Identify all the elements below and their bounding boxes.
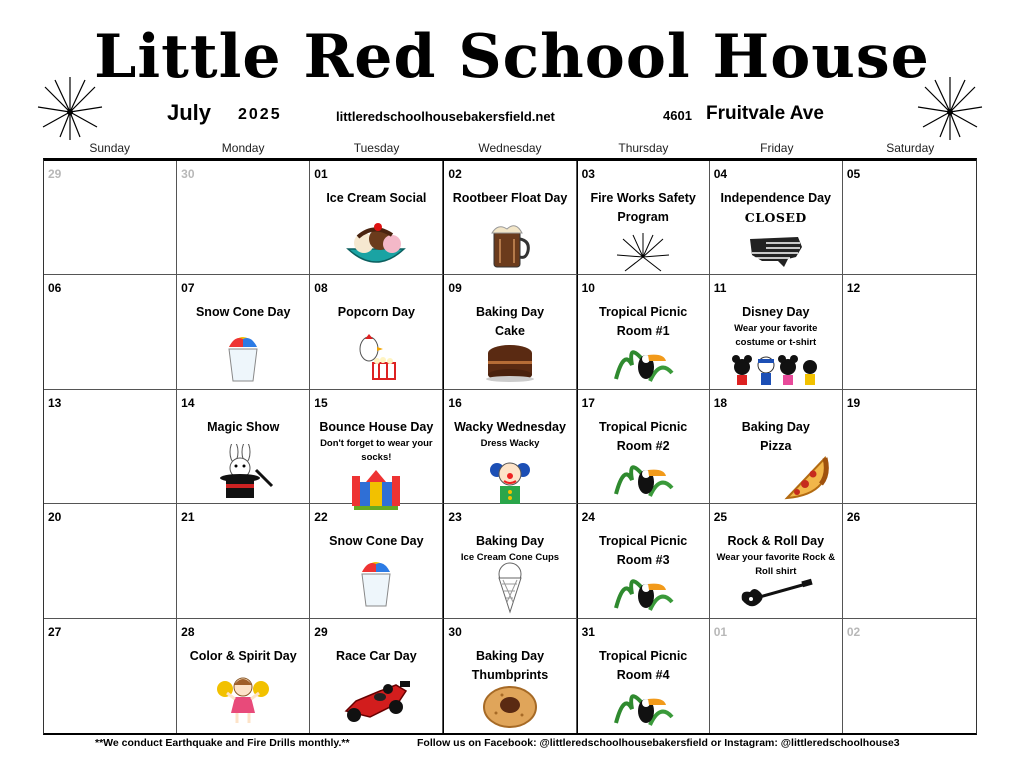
rootbeer-mug-icon	[488, 221, 532, 271]
event-text: Independence Day CLOSED	[720, 191, 831, 225]
calendar-cell	[44, 504, 177, 618]
weekday-label: Monday	[221, 141, 265, 155]
address-street: Fruitvale Ave	[706, 103, 824, 124]
firework-icon	[915, 72, 985, 142]
event-text: Rootbeer Float Day	[452, 191, 568, 205]
magic-hat-rabbit-icon	[212, 444, 274, 500]
calendar-cell	[710, 619, 843, 733]
drills-note: **We conduct Earthquake and Fire Drills monthly.**	[95, 737, 350, 749]
calendar-cell	[443, 275, 576, 389]
day-number: 10	[581, 281, 595, 296]
event-text: Wacky Wednesday Dress Wacky	[454, 419, 566, 449]
disney-characters-icon	[728, 349, 824, 389]
calendar-cell	[177, 619, 310, 733]
day-number: 30	[448, 624, 462, 639]
day-number: 08	[314, 281, 328, 296]
race-car-icon	[340, 677, 412, 725]
weekday-label: Saturday	[886, 141, 935, 155]
calendar-cell	[310, 161, 443, 275]
calendar-cell	[710, 161, 843, 275]
day-number: 22	[314, 510, 328, 525]
calendar-cell	[577, 275, 710, 389]
clown-icon	[487, 456, 533, 508]
ice-cream-sundae-icon	[344, 219, 408, 271]
usa-flag-map-icon	[748, 233, 804, 269]
day-number: 12	[846, 281, 861, 296]
day-number: 29	[48, 167, 62, 181]
cake-icon	[486, 341, 534, 383]
day-number: 28	[181, 624, 195, 639]
calendar-cell	[577, 161, 710, 275]
calendar-cell	[177, 161, 310, 275]
calendar-title: Little Red School House	[94, 22, 930, 92]
calendar-cell	[44, 619, 177, 733]
day-number: 24	[581, 510, 595, 525]
calendar-cell	[177, 504, 310, 618]
day-number: 11	[713, 281, 727, 296]
toucan-icon	[610, 568, 676, 614]
day-number: 15	[314, 395, 328, 410]
website-text: littleredschoolhousebakersfield.net	[336, 109, 555, 124]
weekday-header-row	[43, 141, 977, 155]
calendar-cell	[843, 504, 976, 618]
day-number: 04	[713, 167, 728, 181]
weekday-label: Thursday	[618, 141, 669, 155]
day-number: 25	[713, 510, 728, 525]
social-media-note: Follow us on Facebook: @littleredschoolhousebakersfield or Instagram: @littleredschoolhouse3	[417, 737, 900, 749]
weekday-label: Friday	[760, 141, 794, 155]
day-number: 05	[846, 167, 861, 181]
day-number: 09	[448, 281, 462, 296]
calendar-cell	[443, 619, 576, 733]
calendar-cell	[843, 619, 976, 733]
weekday-label: Wednesday	[478, 141, 542, 155]
day-number: 30	[181, 167, 195, 181]
calendar-cell	[443, 504, 576, 618]
snow-cone-icon	[223, 329, 263, 383]
calendar-cell	[443, 161, 576, 275]
calendar-cell	[177, 275, 310, 389]
popcorn-chicken-icon	[351, 333, 401, 381]
event-text: Race Car Day	[336, 648, 417, 663]
month-label: July	[167, 100, 212, 125]
calendar-cell	[710, 504, 843, 618]
day-number: 31	[581, 624, 595, 639]
day-number: 02	[448, 167, 462, 181]
day-number: 19	[846, 395, 861, 410]
event-text: Tropical Picnic Room #4	[599, 648, 688, 682]
day-number: 21	[181, 510, 195, 525]
calendar-cell	[44, 161, 177, 275]
address-number: 4601	[663, 108, 692, 123]
day-number: 13	[48, 395, 62, 410]
event-text: Tropical Picnic Room #1	[599, 305, 688, 339]
calendar-cell	[577, 619, 710, 733]
ice-cream-cone-icon	[495, 562, 525, 614]
pizza-slice-icon	[781, 454, 829, 502]
calendar-cell	[710, 275, 843, 389]
calendar-cell	[577, 504, 710, 618]
event-text: Baking Day Thumbprints	[471, 648, 549, 682]
day-number: 02	[846, 624, 861, 639]
day-number: 01	[713, 624, 728, 639]
snow-cone-icon	[356, 554, 396, 608]
cheerleader-icon	[215, 671, 271, 725]
day-number: 27	[48, 624, 62, 639]
event-text: Fire Works Safety Program	[590, 191, 696, 224]
calendar-cell	[310, 275, 443, 389]
calendar-cell	[310, 619, 443, 733]
weekday-label: Sunday	[89, 141, 131, 155]
electric-guitar-icon	[738, 578, 814, 612]
calendar-cell	[443, 390, 576, 504]
event-text: Tropical Picnic Room #2	[599, 419, 688, 453]
event-text: Baking Day Cake	[475, 305, 545, 339]
day-number: 01	[314, 167, 328, 181]
event-text: Baking Day Ice Cream Cone Cups	[460, 534, 560, 564]
event-text: Bounce House Day Don't forget to wear your socks!	[319, 419, 434, 463]
calendar-cell	[710, 390, 843, 504]
weekday-label: Tuesday	[353, 141, 400, 155]
calendar-cell	[843, 275, 976, 389]
year-label: 2025	[238, 106, 282, 123]
calendar-cell	[843, 161, 976, 275]
toucan-icon	[610, 683, 676, 729]
event-text: Popcorn Day	[337, 305, 415, 320]
firework-icon	[615, 231, 671, 273]
day-number: 18	[713, 395, 728, 410]
event-text: Snow Cone Day	[195, 305, 291, 320]
event-text: Color & Spirit Day	[189, 648, 297, 663]
calendar-cell	[843, 390, 976, 504]
day-number: 20	[48, 510, 62, 525]
day-number: 26	[846, 510, 861, 525]
event-text: Snow Cone Day	[329, 534, 424, 549]
day-number: 23	[448, 510, 462, 525]
toucan-icon	[610, 454, 676, 500]
day-number: 29	[314, 624, 328, 639]
calendar-cell	[310, 390, 443, 504]
calendar-cell	[44, 275, 177, 389]
day-number: 06	[48, 281, 62, 296]
event-text: Ice Cream Social	[326, 191, 427, 205]
day-number: 16	[448, 395, 462, 410]
day-number: 17	[581, 395, 595, 410]
thumbprint-cookie-icon	[482, 685, 538, 729]
calendar-grid	[43, 158, 977, 735]
calendar-cell	[577, 390, 710, 504]
calendar-cell	[177, 390, 310, 504]
event-text: Baking Day Pizza	[741, 419, 810, 453]
day-number: 14	[181, 395, 195, 410]
event-text: Tropical Picnic Room #3	[599, 534, 688, 568]
event-text: Magic Show	[207, 419, 280, 434]
calendar-cell	[44, 390, 177, 504]
day-number: 03	[581, 167, 595, 181]
calendar-cell	[310, 504, 443, 618]
event-text: Rock & Roll Day Wear your favorite Rock & Roll shirt	[716, 534, 836, 578]
firework-icon	[35, 72, 105, 142]
day-number: 07	[181, 281, 195, 296]
toucan-icon	[610, 339, 676, 385]
event-text: Disney Day Wear your favorite costume or t-shirt	[734, 305, 818, 349]
